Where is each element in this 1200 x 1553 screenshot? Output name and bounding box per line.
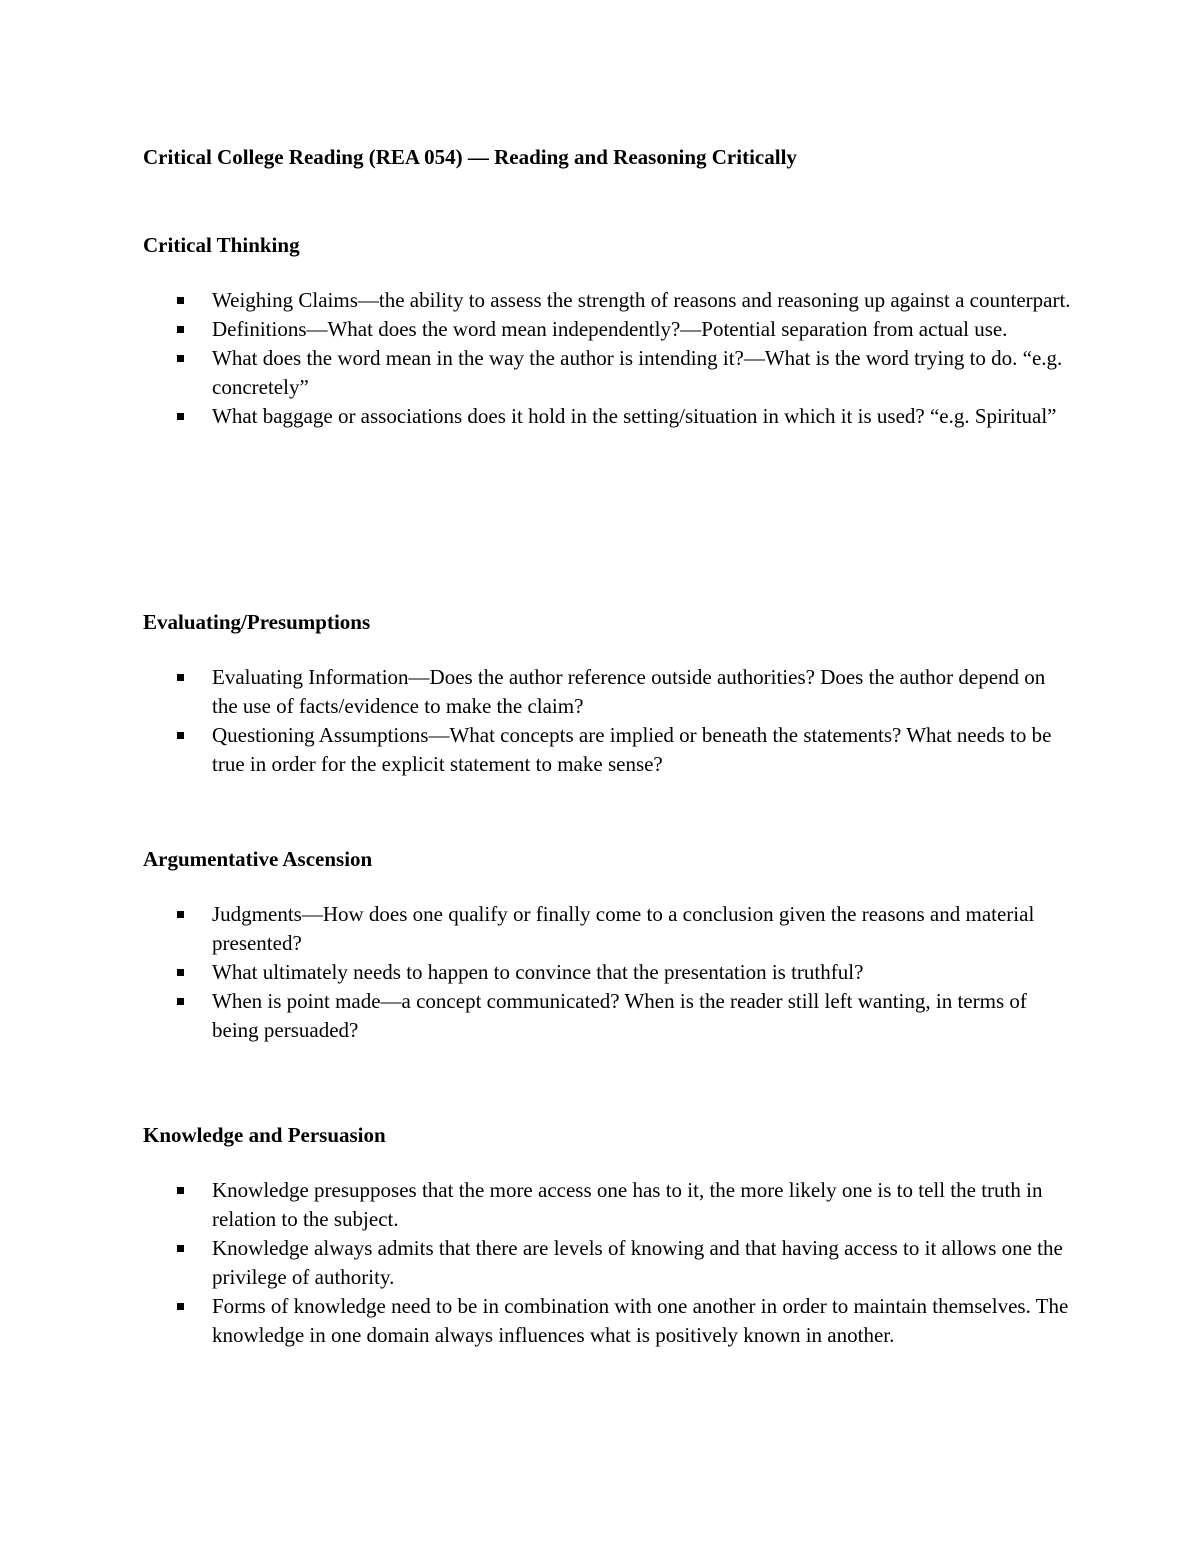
list-item xyxy=(143,1234,1073,1292)
square-bullet-icon xyxy=(177,732,184,739)
square-bullet-icon xyxy=(177,355,184,362)
list-item-text: Judgments—How does one qualify or finally come to a conclusion given the reasons and material presented? xyxy=(212,902,1035,955)
square-bullet-icon xyxy=(177,326,184,333)
list-item xyxy=(143,721,1073,779)
list-item-text: Definitions—What does the word mean independently?—Potential separation from actual use. xyxy=(212,317,1008,341)
section-heading: Argumentative Ascension xyxy=(143,847,373,871)
list-item-text: Knowledge presupposes that the more access one has to it, the more likely one is to tell the truth in relation to the subject. xyxy=(212,1178,1043,1231)
list-item xyxy=(143,958,1073,987)
list-item-text: What baggage or associations does it hold in the setting/situation in which it is used? “e.g. Spiritual” xyxy=(212,404,1057,428)
square-bullet-icon xyxy=(177,413,184,420)
section-heading: Critical Thinking xyxy=(143,233,300,257)
list-item-text: Evaluating Information—Does the author reference outside authorities? Does the author depend on the use of facts/evidence to make the claim? xyxy=(212,665,1046,718)
square-bullet-icon xyxy=(177,1303,184,1310)
list-item xyxy=(143,663,1073,721)
list-item xyxy=(143,987,1073,1045)
list-item xyxy=(143,1176,1073,1234)
section-evaluating-presumptions xyxy=(143,608,1073,779)
section-argumentative-ascension xyxy=(143,845,1073,1045)
list-item xyxy=(143,344,1073,402)
list-item xyxy=(143,402,1073,431)
list-item-text: When is point made—a concept communicated? When is the reader still left wanting, in terms of being persuaded? xyxy=(212,989,1027,1042)
bullet-list xyxy=(143,900,1073,1045)
square-bullet-icon xyxy=(177,969,184,976)
list-item xyxy=(143,900,1073,958)
square-bullet-icon xyxy=(177,911,184,918)
bullet-list xyxy=(143,286,1073,431)
section-heading: Evaluating/Presumptions xyxy=(143,610,371,634)
list-item xyxy=(143,286,1073,315)
list-item xyxy=(143,1292,1073,1350)
section-heading: Knowledge and Persuasion xyxy=(143,1123,386,1147)
list-item-text: What ultimately needs to happen to convince that the presentation is truthful? xyxy=(212,960,864,984)
list-item-text: Forms of knowledge need to be in combination with one another in order to maintain themselves. The knowledge in one domain always influences what is positively known in another. xyxy=(212,1294,1069,1347)
square-bullet-icon xyxy=(177,1187,184,1194)
square-bullet-icon xyxy=(177,297,184,304)
square-bullet-icon xyxy=(177,1245,184,1252)
document-title: Critical College Reading (REA 054) — Reading and Reasoning Critically xyxy=(143,145,797,169)
bullet-list xyxy=(143,1176,1073,1350)
list-item-text: Knowledge always admits that there are levels of knowing and that having access to it allows one the privilege of authority. xyxy=(212,1236,1063,1289)
section-critical-thinking xyxy=(143,231,1073,431)
list-item xyxy=(143,315,1073,344)
bullet-list xyxy=(143,663,1073,779)
list-item-text: What does the word mean in the way the author is intending it?—What is the word trying to do. “e.g. concretely” xyxy=(212,346,1063,399)
list-item-text: Weighing Claims—the ability to assess the strength of reasons and reasoning up against a counterpart. xyxy=(212,288,1071,312)
section-knowledge-and-persuasion xyxy=(143,1121,1073,1350)
square-bullet-icon xyxy=(177,998,184,1005)
square-bullet-icon xyxy=(177,674,184,681)
list-item-text: Questioning Assumptions—What concepts are implied or beneath the statements? What needs to be true in order for the explicit statement to make sense? xyxy=(212,723,1052,776)
